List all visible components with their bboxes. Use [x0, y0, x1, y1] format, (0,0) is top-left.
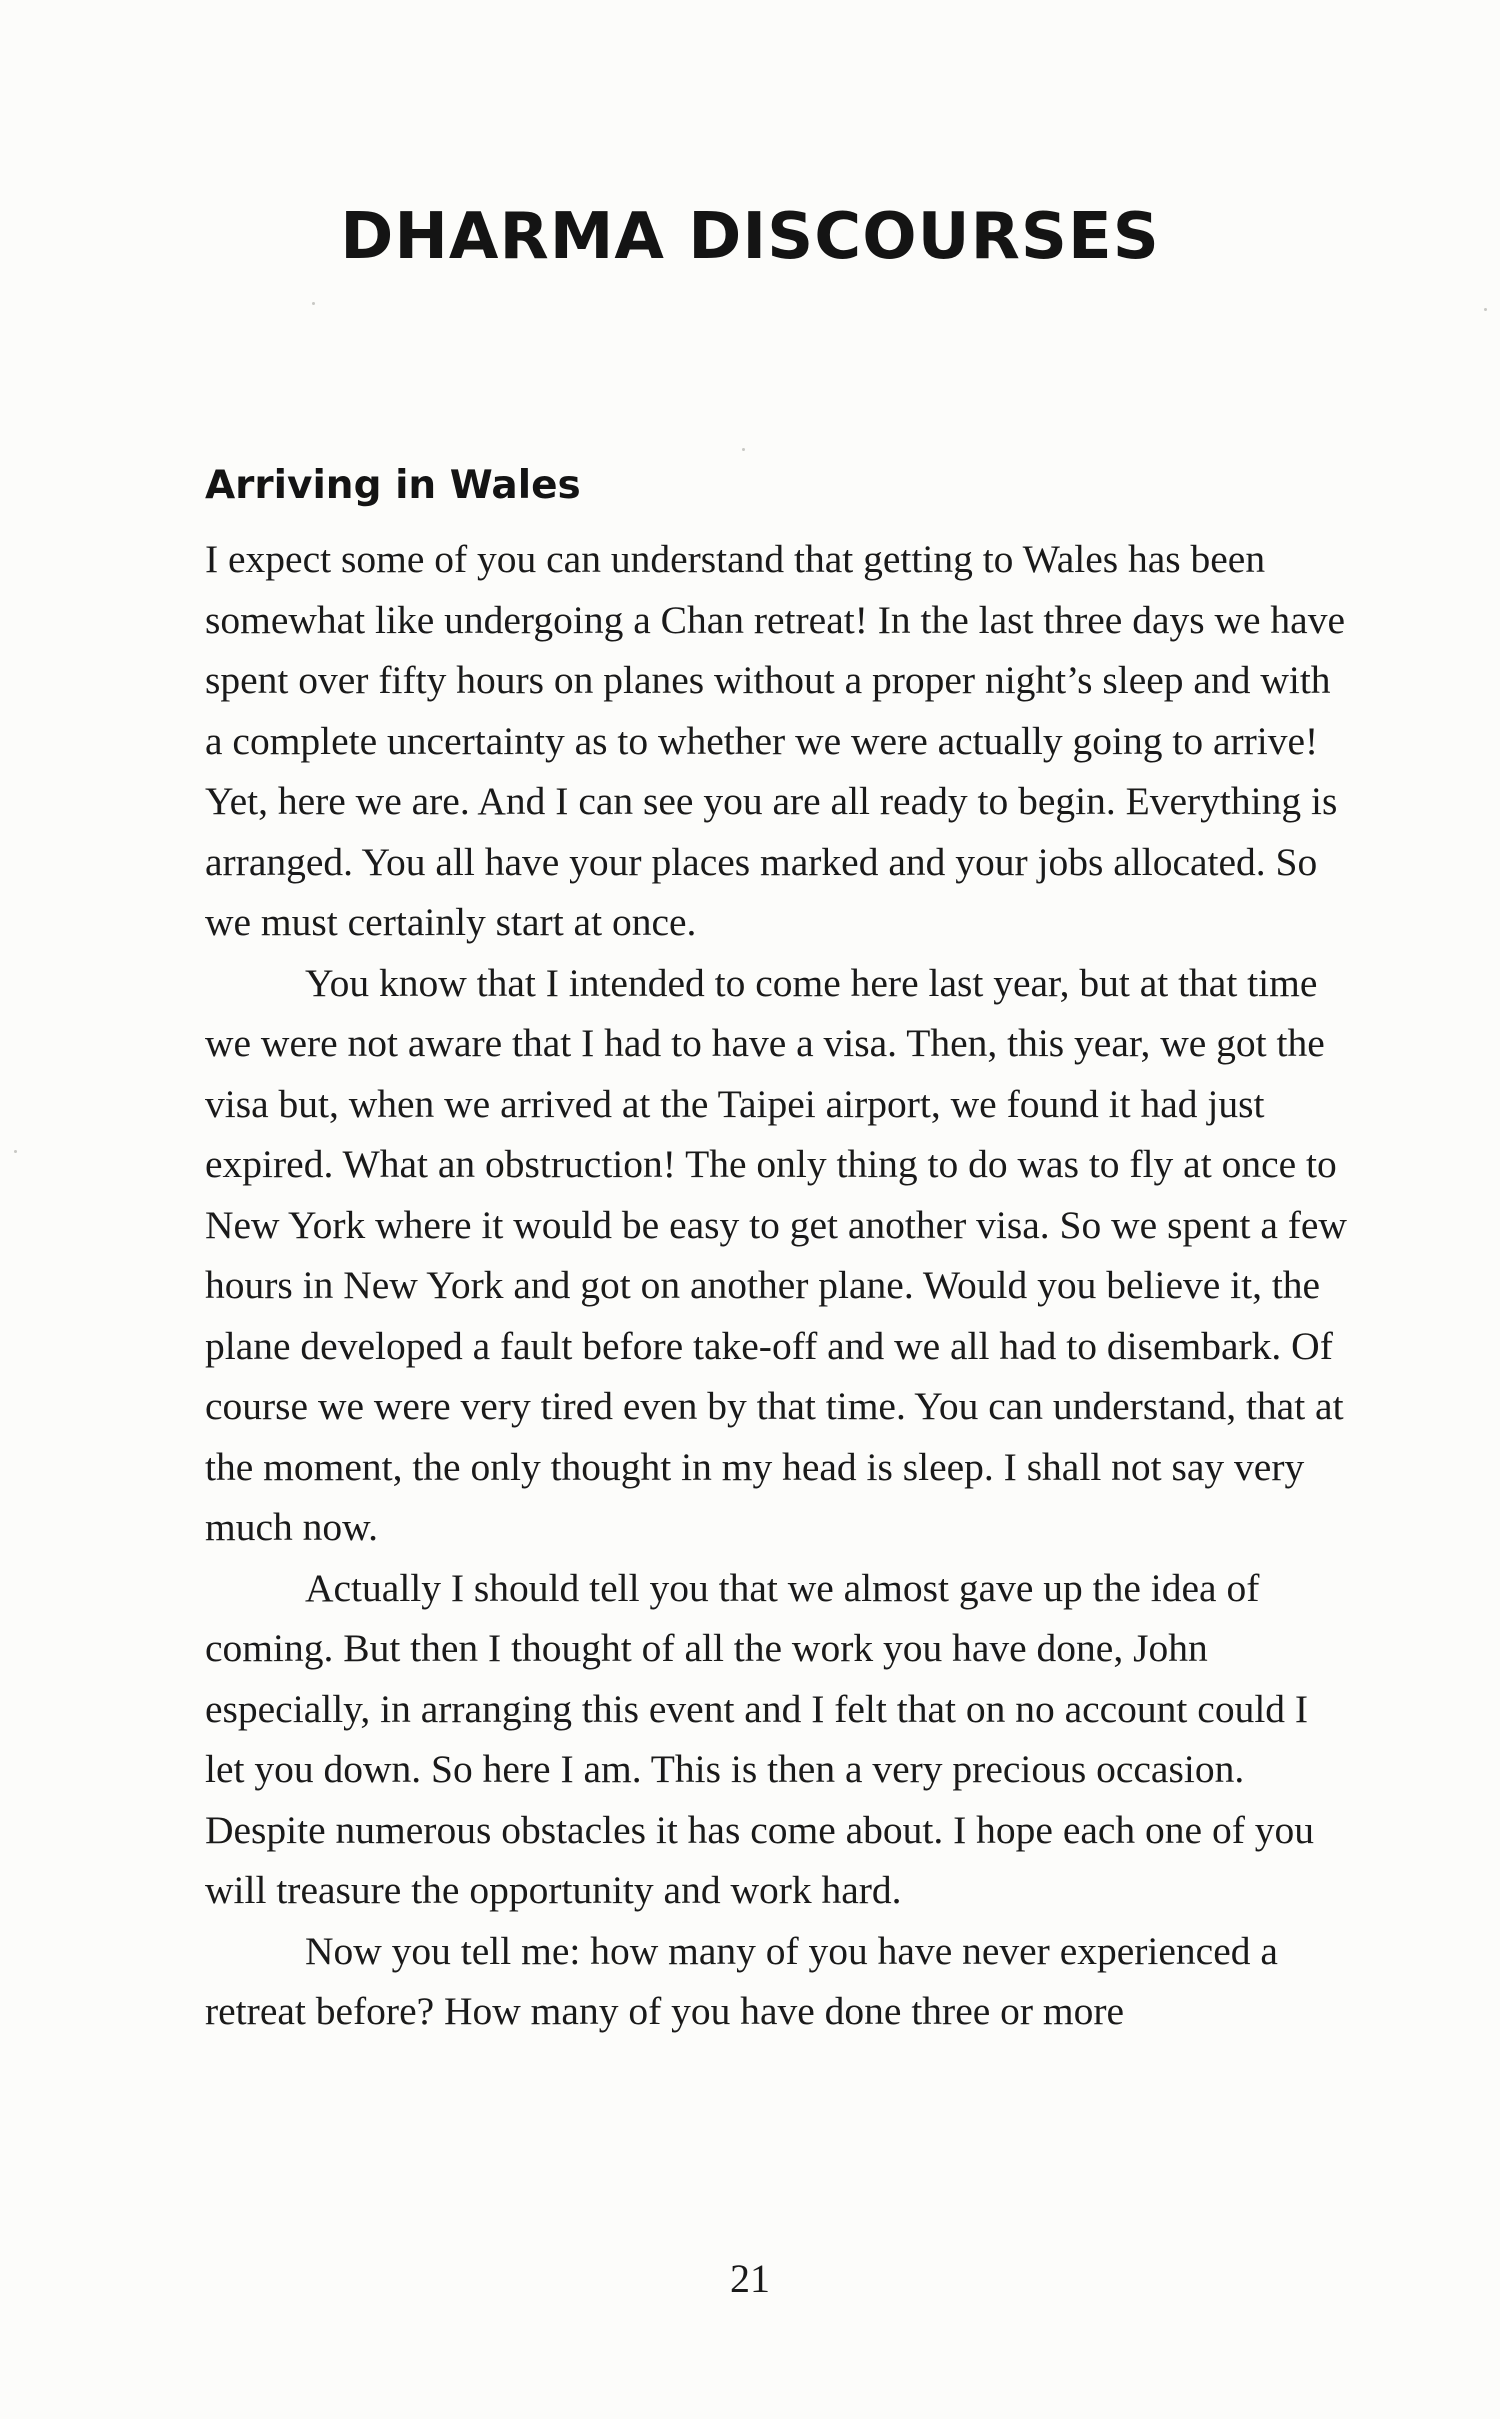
paragraph: I expect some of you can understand that getting to Wales has been somewhat like undergoing a Chan retreat! In the last three days we have spent over fifty hours on planes without a proper night’s sleep and with a complete uncertainty as to whether we were actually going to arrive! Yet, here we are. And I can see you are all ready to begin. Everything is arranged. You all have your places marked and your jobs allocated. So we must certainly start at once.: [205, 537, 1345, 944]
body-text: [205, 529, 1350, 2042]
paragraph: Actually I should tell you that we almost gave up the idea of coming. But then I thought of all the work you have done, John especially, in arranging this event and I felt that on no account could I let you down. So here I am. This is then a very precious occasion. Despite numerous obstacles it has come about. I hope each one of you will treasure the opportunity and work hard.: [205, 1565, 1314, 1912]
scan-speck: [14, 1150, 17, 1153]
page-number: 21: [730, 2256, 770, 2301]
scan-speck: [1484, 308, 1487, 311]
section-heading: Arriving in Wales: [205, 463, 581, 508]
scan-speck: [742, 448, 745, 451]
chapter-title: DHARMA DISCOURSES: [340, 200, 1160, 274]
paragraph: You know that I intended to come here last year, but at that time we were not aware that I had to have a visa. Then, this year, we got the visa but, when we arrived at the Taipei airport, we found it had just expired. What an obstruction! The only thing to do was to fly at once to New York where it would be easy to get another visa. So we spent a few hours in New York and got on another plane. Would you believe it, the plane developed a fault before take-off and we all had to disembark. Of course we were very tired even by that time. You can understand, that at the moment, the only thought in my head is sleep. I shall not say very much now.: [205, 960, 1347, 1549]
paragraph: Now you tell me: how many of you have never experienced a retreat before? How many of you have done three or more: [205, 1928, 1278, 2033]
scan-speck: [312, 302, 315, 305]
